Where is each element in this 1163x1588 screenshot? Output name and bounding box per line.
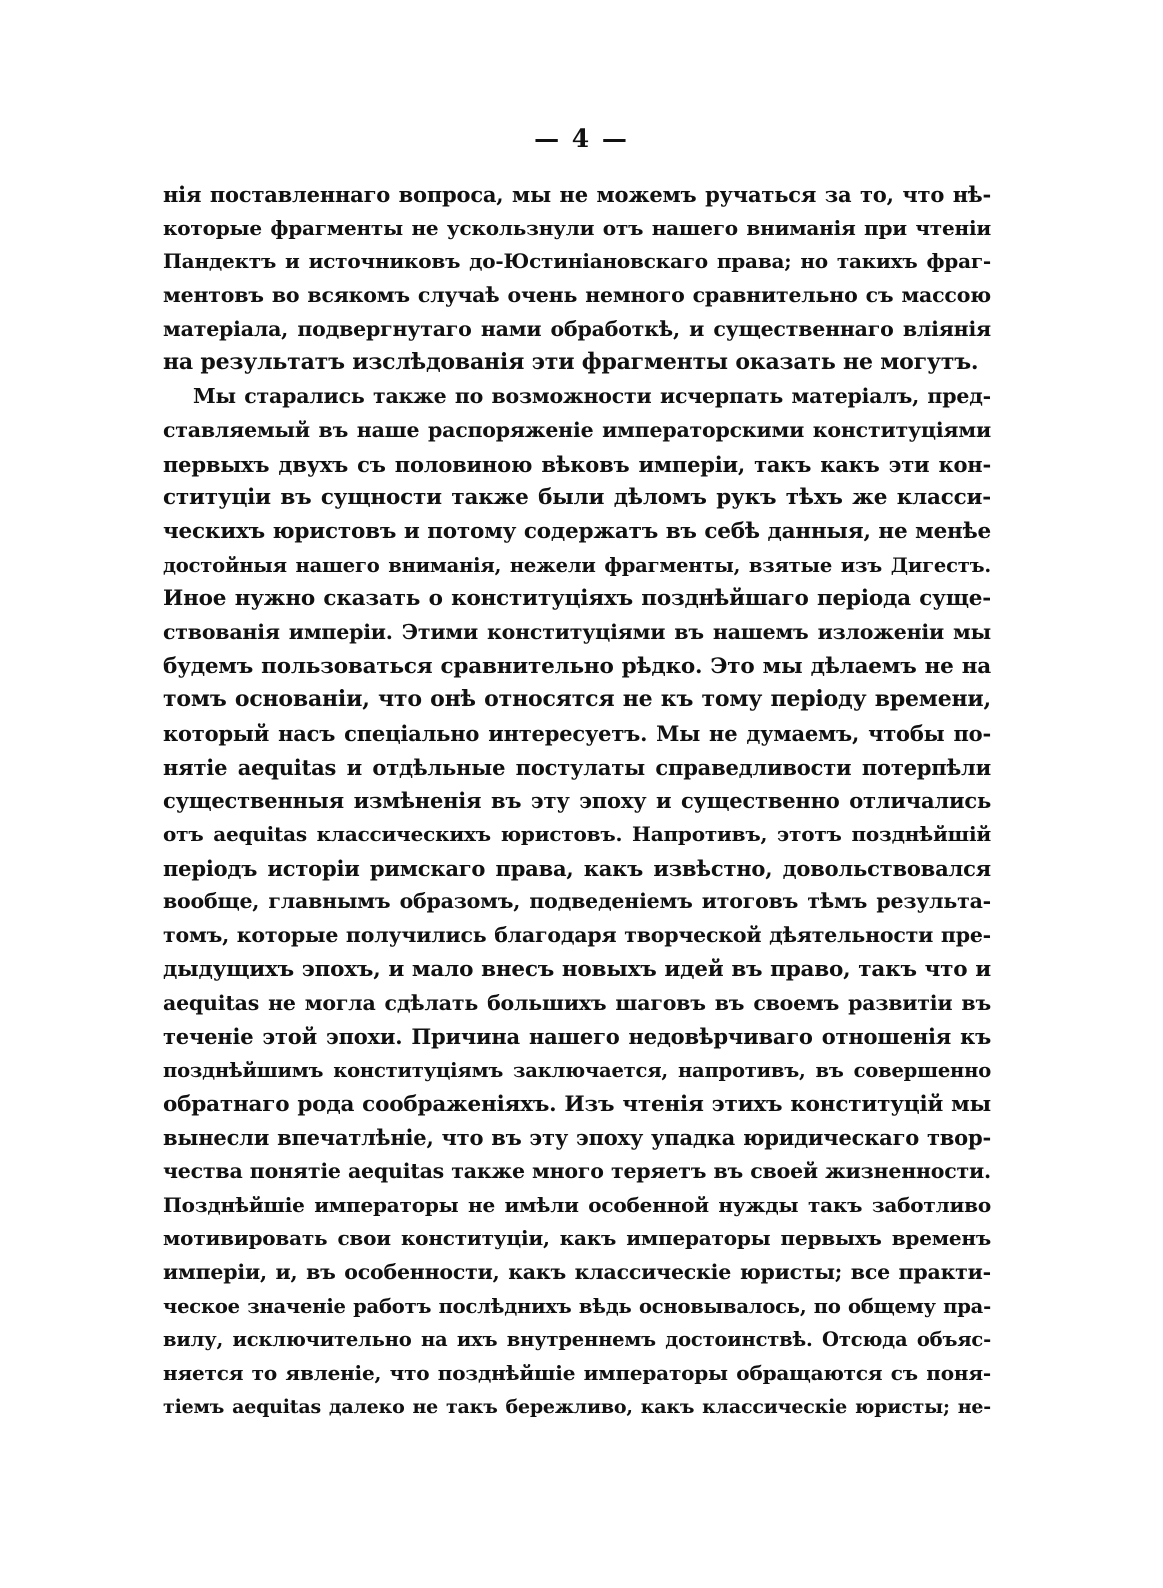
page-number: — 4 — xyxy=(534,124,629,153)
text-line: мотивировать свои конституціи, какъ императоры первыхъ временъ xyxy=(163,1226,991,1251)
text-line: Пандектъ и источниковъ до-Юстиніановскаго права; но такихъ фраг- xyxy=(163,249,991,274)
text-line: Иное нужно сказать о конституціяхъ позднѣйшаго періода суще- xyxy=(163,586,991,612)
text-line: позднѣйшимъ конституціямъ заключается, напротивъ, въ совершенно xyxy=(163,1058,991,1082)
text-line: вынесли впечатлѣніе, что въ эту эпоху упадка юридическаго твор- xyxy=(163,1125,991,1151)
text-line: ческое значеніе работъ послѣднихъ вѣдь основывалось, по общему пра- xyxy=(163,1294,991,1318)
text-line: Позднѣйшіе императоры не имѣли особенной нужды такъ заботливо xyxy=(163,1192,991,1217)
text-line: которые фрагменты не ускользнули отъ нашего вниманія при чтеніи xyxy=(163,215,991,240)
text-line: имперіи, и, въ особенности, какъ классическіе юристы; все практи- xyxy=(163,1260,991,1284)
text-line: томъ, которые получились благодаря творческой дѣятельности пре- xyxy=(163,923,991,948)
text-line: дыдущихъ эпохъ, и мало внесъ новыхъ идей въ право, такъ что и xyxy=(163,956,991,982)
text-line: ментовъ во всякомъ случаѣ очень немного сравнительно съ массою xyxy=(163,283,991,308)
text-line: aequitas не могла сдѣлать большихъ шаговъ въ своемъ развитіи въ xyxy=(163,990,991,1015)
text-line: первыхъ двухъ съ половиною вѣковъ имперіи, такъ какъ эти кон- xyxy=(163,451,991,477)
text-line: нія поставленнаго вопроса, мы не можемъ ручаться за то, что нѣ- xyxy=(163,182,991,207)
text-line: періодъ исторіи римскаго права, какъ извѣстно, довольствовался xyxy=(163,855,991,881)
text-line: достойныя нашего вниманія, нежели фрагменты, взятые изъ Дигестъ. xyxy=(163,553,991,577)
paragraph xyxy=(163,178,991,380)
text-line: няется то явленіе, что позднѣйшіе императоры обращаются съ поня- xyxy=(163,1361,991,1386)
text-line: будемъ пользоваться сравнительно рѣдко. Это мы дѣлаемъ не на xyxy=(163,653,991,679)
text-line: Мы старались также по возможности исчерпать матеріалъ, пред- xyxy=(193,384,991,409)
body-text xyxy=(163,178,991,1424)
text-line: вообще, главнымъ образомъ, подведеніемъ итоговъ тѣмъ результа- xyxy=(163,889,991,914)
text-line: теченіе этой эпохи. Причина нашего недовѣрчиваго отношенія къ xyxy=(163,1024,991,1050)
text-line: чества понятіе aequitas также много теряетъ въ своей жизненности. xyxy=(163,1158,991,1183)
text-line: существенныя измѣненія въ эту эпоху и существенно отличались xyxy=(163,788,991,814)
text-line: на результатъ изслѣдованія эти фрагменты оказать не могутъ. xyxy=(163,349,979,376)
text-line: нятіе aequitas и отдѣльные постулаты справедливости потерпѣли xyxy=(163,754,991,780)
text-line: ституціи въ сущности также были дѣломъ рукъ тѣхъ же класси- xyxy=(163,485,991,511)
text-line: ставляемый въ наше распоряженіе императорскими конституціями xyxy=(163,417,991,442)
text-line: отъ aequitas классическихъ юристовъ. Напротивъ, этотъ позднѣйшій xyxy=(163,822,991,847)
text-line: обратнаго рода соображеніяхъ. Изъ чтенія этихъ конституцій мы xyxy=(163,1091,991,1117)
text-line: томъ основаніи, что онѣ относятся не къ тому періоду времени, xyxy=(163,686,991,713)
text-line: ствованія имперіи. Этими конституціями въ нашемъ изложеніи мы xyxy=(163,619,991,644)
text-line: вилу, исключительно на ихъ внутреннемъ достоинствѣ. Отсюда объяс- xyxy=(163,1328,991,1352)
text-line: который насъ спеціально интересуетъ. Мы не думаемъ, чтобы по- xyxy=(163,721,991,746)
text-line: ческихъ юристовъ и потому содержатъ въ себѣ данныя, не менѣе xyxy=(163,518,991,544)
paragraph xyxy=(163,380,991,1424)
text-line: тіемъ aequitas далеко не такъ бережливо, какъ классическіе юристы; не- xyxy=(163,1395,991,1418)
text-line: матеріала, подвергнутаго нами обработкѣ, и существеннаго вліянія xyxy=(163,316,991,341)
